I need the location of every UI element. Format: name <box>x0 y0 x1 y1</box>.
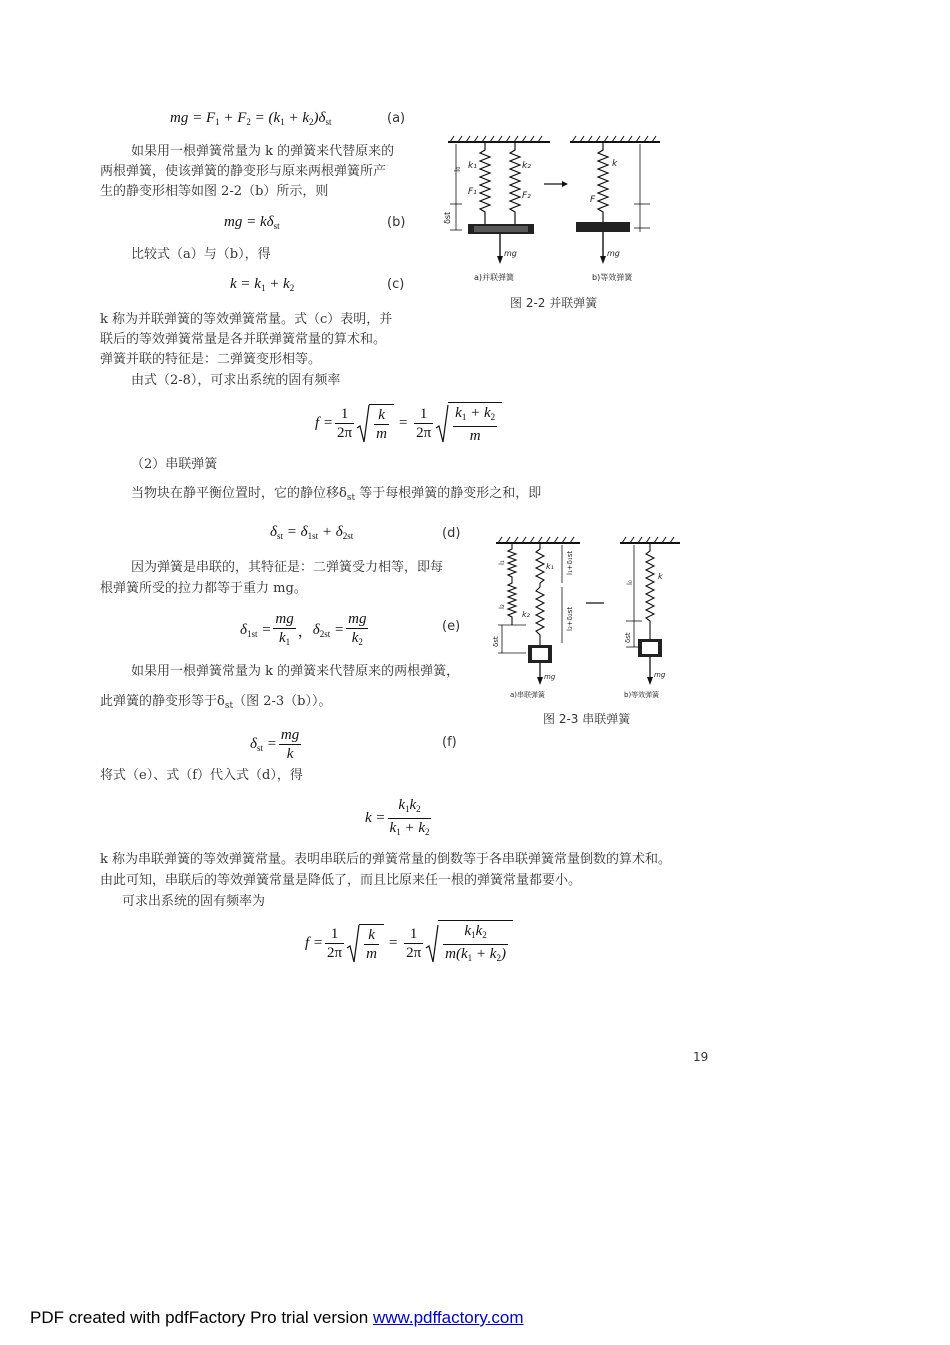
equation-f: $\delta_{st}$ = $\frac{mg}{k}$ <box>250 727 300 762</box>
fig23-k1-label: k₁ <box>546 562 554 571</box>
paragraph-line: 因为弹簧是串联的，其特征是：二弹簧受力相等，即每 <box>131 560 444 575</box>
paragraph-line: 生的静变形相等如图 2-2（b）所示，则 <box>100 184 329 199</box>
paragraph-line: 如果用一根弹簧常量为 k 的弹簧来代替原来的两根弹簧， <box>131 664 460 679</box>
paragraph-line: 此弹簧的静变形等于$\delta_{st}$（图 2-3（b））。 <box>100 694 332 711</box>
fig22-sub-a: a)并联弹簧 <box>474 273 515 282</box>
paragraph-line: k 称为串联弹簧的等效弹簧常量。表明串联后的弹簧常量的倒数等于各串联弹簧常量倒数的算术和。 <box>100 852 672 867</box>
paragraph-line: 根弹簧所受的拉力都等于重力 mg。 <box>100 581 307 596</box>
paragraph-line: 可求出系统的固有频率为 <box>122 894 266 909</box>
fig22-mg-a-label: mg <box>504 249 517 258</box>
paragraph-line: k 称为并联弹簧的等效弹簧常量。式（c）表明，并 <box>100 312 393 327</box>
pdf-footer <box>30 1308 524 1328</box>
equation-d: $\delta_{st} = \delta_{1st} + \delta_{2st}$ <box>270 524 354 541</box>
section-title-series: （2）串联弹簧 <box>131 457 218 472</box>
equation-b-text: mg = kδ <box>224 214 274 230</box>
fig23-l2d-label: l₂+δ₂st <box>566 606 574 631</box>
equation-e-label: (e) <box>442 619 461 634</box>
fig23-k-label: k <box>658 572 663 581</box>
figure-2-2-caption: 图 2-2 并联弹簧 <box>510 296 598 310</box>
fig23-k2-label: k₂ <box>522 610 530 619</box>
equation-a: mg = $F_1 + F_2 = (k_1 + k_2)\delta_{st}$ <box>170 110 332 127</box>
equation-b-label: (b) <box>387 215 406 230</box>
figure-2-3-series-springs <box>490 535 690 703</box>
paragraph-line: 如果用一根弹簧常量为 k 的弹簧来代替原来的 <box>131 144 395 159</box>
paragraph-line: 由此可知，串联后的等效弹簧常量是降低了，而且比原来任一根的弹簧常量都要小。 <box>100 873 582 888</box>
frequency-formula-parallel: f = $\frac{1}{2\pi}$ $\frac{k}{m}$ = $\frac{1}{2\pi}$ $\frac{k_1 + k_2}{m}$ <box>315 402 502 445</box>
fig23-l1d-label: l₁+δ₁st <box>566 550 574 575</box>
fig23-sub-a: a)串联弹簧 <box>510 691 546 699</box>
fig22-F2-label: F₂ <box>522 191 531 201</box>
fig22-mg-b-label: mg <box>607 249 620 258</box>
fig22-sub-b: b)等效弹簧 <box>592 273 633 282</box>
fig23-dst-b-label: δst <box>624 632 632 643</box>
series-k-formula: k = $\frac{k_1k_2}{k_1 + k_2}$ <box>365 797 430 837</box>
frequency-formula-series: f = $\frac{1}{2\pi}$ $\frac{k}{m}$ = $\frac{1}{2\pi}$ $\frac{k_1k_2}{m(k_1 + k_2)}$ <box>305 920 513 967</box>
equation-d-label: (d) <box>442 526 461 541</box>
fig23-l0-label: l₀ <box>626 580 634 585</box>
pdf-footer-text: PDF created with pdfFactory Pro trial version <box>30 1308 373 1327</box>
paragraph-line: 当物块在静平衡位置时，它的静位移$\delta_{st}$ 等于每根弹簧的静变形之和，即 <box>131 486 542 503</box>
fig22-dst-label: δst <box>443 211 452 224</box>
equation-f-label: (f) <box>442 735 457 750</box>
equation-b: mg = $k\delta_{st}$ <box>224 214 280 231</box>
paragraph-line: 弹簧并联的特征是：二弹簧变形相等。 <box>100 352 322 367</box>
paragraph-line: 两根弹簧，使该弹簧的静变形与原来两根弹簧所产 <box>100 164 387 179</box>
pdffactory-link[interactable]: www.pdffactory.com <box>372 1308 524 1327</box>
fig22-F1-label: F₁ <box>468 187 477 197</box>
fig23-mg-b-label: mg <box>654 671 666 679</box>
figure-2-3-caption: 图 2-3 串联弹簧 <box>543 712 631 726</box>
fig23-l1-label: l₁ <box>498 560 506 565</box>
paragraph-line: 联后的等效弹簧常量是各并联弹簧常量的算术和。 <box>100 332 387 347</box>
fig22-k2-label: k₂ <box>522 161 531 171</box>
fig23-mg-a-label: mg <box>544 673 556 681</box>
fig22-l0-label: l₀ <box>453 166 462 172</box>
fig23-sub-b: b)等效弹簧 <box>624 691 660 699</box>
equation-a-label: (a) <box>387 111 406 126</box>
fig23-dst-a-label: δst <box>492 636 500 647</box>
fig22-F-label: F <box>590 195 596 205</box>
equation-e: $\delta_{1st}$ = $\frac{mg}{k_1}$ ， $\delta_{2st}$ = $\frac{mg}{k_2}$ <box>240 611 367 647</box>
substitute-line: 将式（e）、式（f）代入式（d），得 <box>100 768 303 783</box>
fig22-k-label: k <box>612 159 618 169</box>
equation-c-label: (c) <box>387 277 405 292</box>
paragraph-line: 由式（2-8），可求出系统的固有频率 <box>131 373 341 388</box>
figure-2-2-parallel-springs <box>440 132 680 292</box>
compare-line: 比较式（a）与（b），得 <box>131 247 271 262</box>
equation-c: $k = k_1 + k_2$ <box>230 276 295 293</box>
fig23-l2-label: l₂ <box>498 604 506 609</box>
page-number: 19 <box>693 1050 709 1064</box>
fig22-k1-label: k₁ <box>468 161 477 171</box>
